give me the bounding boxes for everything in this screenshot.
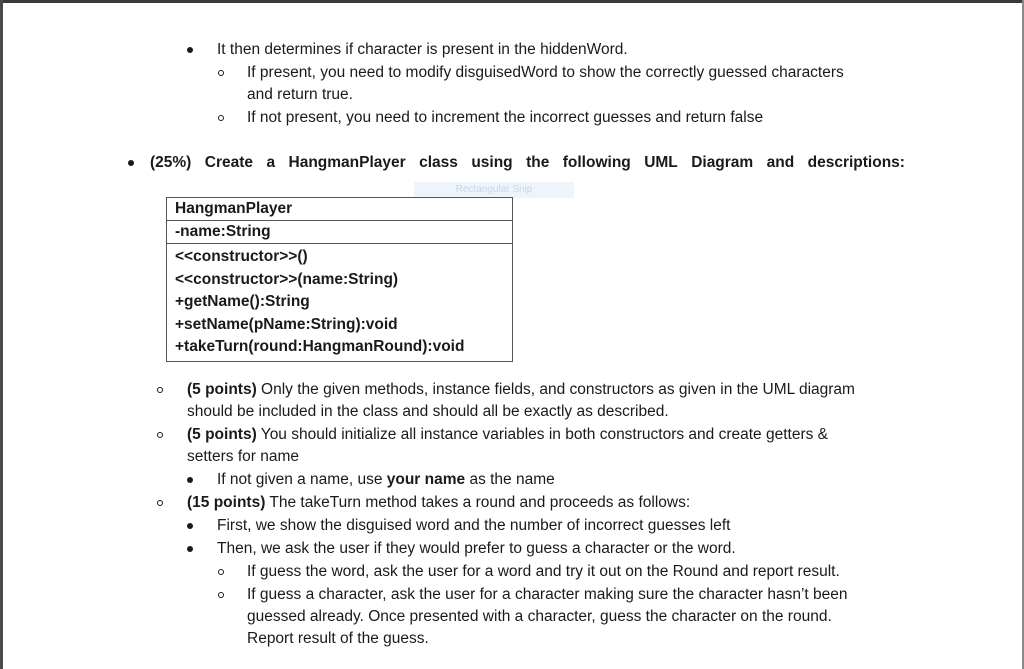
text-line xyxy=(187,380,855,400)
points-label: (5 points) xyxy=(187,426,257,443)
text-line: setters for name xyxy=(187,448,299,465)
text-line xyxy=(187,493,690,513)
uml-operation: +getName():String xyxy=(175,293,310,310)
heading-word: using xyxy=(471,154,513,171)
text-line: If guess a character, ask the user for a character making sure the character hasn’t been xyxy=(247,586,848,603)
bullet-dot xyxy=(187,47,193,53)
heading-word: Create xyxy=(204,154,254,171)
bullet-dot xyxy=(187,477,193,483)
heading-word: the xyxy=(526,154,550,171)
heading-word: following xyxy=(562,154,631,171)
text-line: If not present, you need to increment the incorrect guesses and return false xyxy=(247,109,764,126)
heading-word: Diagram xyxy=(691,154,754,171)
item-text: If not given a name, use xyxy=(217,471,387,488)
text-line xyxy=(217,470,555,490)
text-line: and return true. xyxy=(247,86,353,103)
bullet-circle xyxy=(218,115,224,121)
heading-word: UML xyxy=(644,154,678,171)
bullet-circle xyxy=(218,569,224,575)
text-line: If guess the word, ask the user for a word and try it out on the Round and report result. xyxy=(247,563,840,580)
text-line: If present, you need to modify disguisedWord to show the correctly guessed characters xyxy=(247,64,844,81)
uml-class-name: HangmanPlayer xyxy=(175,200,293,217)
item-text: The takeTurn method takes a round and proceeds as follows: xyxy=(265,494,691,511)
uml-operations xyxy=(167,243,512,361)
bullet-circle xyxy=(157,432,163,438)
text-line: First, we show the disguised word and the number of incorrect guesses left xyxy=(217,517,731,534)
bullet-dot xyxy=(187,546,193,552)
points-label: (15 points) xyxy=(187,494,266,511)
item-text: Only the given methods, instance fields, and constructors as given in the UML diagram xyxy=(256,381,855,398)
bullet-dot xyxy=(187,523,193,529)
text-line xyxy=(187,425,828,445)
emphasis-text: your name xyxy=(386,471,466,488)
uml-operation: +takeTurn(round:HangmanRound):void xyxy=(175,338,465,355)
uml-operation: <<constructor>>() xyxy=(175,248,308,265)
window-left-border xyxy=(0,0,3,669)
text-line: It then determines if character is present in the hiddenWord. xyxy=(217,41,628,58)
text-line: guessed already. Once presented with a character, guess the character on the round. xyxy=(247,608,832,625)
section-heading xyxy=(150,153,905,173)
window-top-border xyxy=(0,0,1024,3)
heading-word: descriptions: xyxy=(807,154,905,171)
item-text: as the name xyxy=(465,471,555,488)
bullet-circle xyxy=(157,387,163,393)
heading-word: HangmanPlayer xyxy=(288,154,406,171)
bullet-circle xyxy=(218,592,224,598)
bullet-circle xyxy=(157,500,163,506)
rectangular-snip-overlay: Rectangular Snip xyxy=(414,182,574,198)
uml-operation: <<constructor>>(name:String) xyxy=(175,270,399,288)
text-line: Report result of the guess. xyxy=(247,630,429,647)
heading-word: class xyxy=(419,154,458,171)
uml-field: -name:String xyxy=(167,220,512,243)
text-line: Then, we ask the user if they would prefer to guess a character or the word. xyxy=(217,540,736,557)
item-text: You should initialize all instance variables in both constructors and create getters & xyxy=(256,426,829,443)
uml-class-diagram xyxy=(166,197,513,362)
heading-word: a xyxy=(266,154,276,171)
points-label: (5 points) xyxy=(187,381,257,398)
uml-operation: +setName(pName:String):void xyxy=(175,315,398,333)
heading-word: and xyxy=(766,154,795,171)
text-line: should be included in the class and should all be exactly as described. xyxy=(187,403,669,420)
heading-word: (25%) xyxy=(150,154,192,171)
bullet-dot xyxy=(128,160,134,166)
bullet-circle xyxy=(218,70,224,76)
